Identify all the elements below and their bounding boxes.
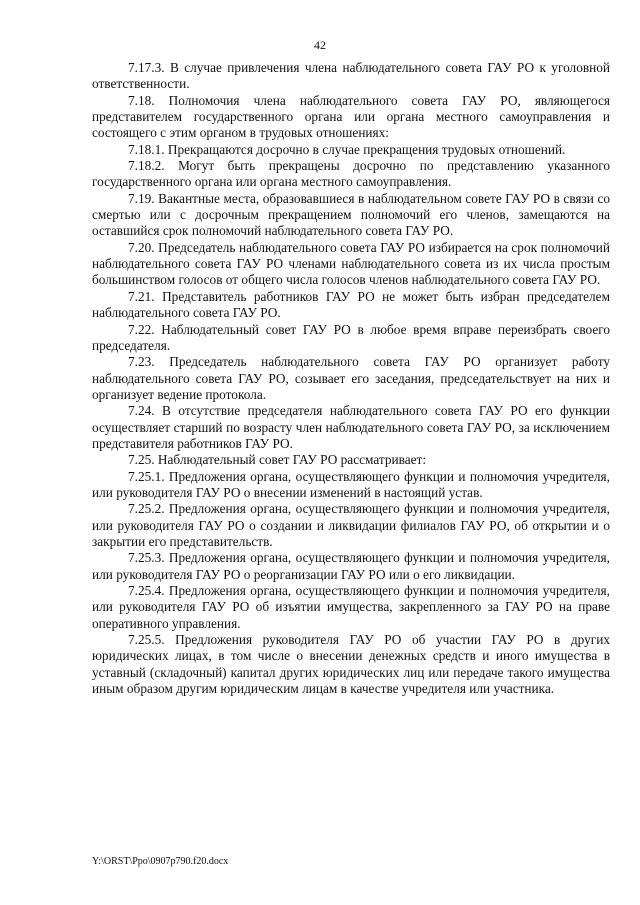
paragraph-7-25-5: 7.25.5. Предложения руководителя ГАУ РО об участии ГАУ РО в других юридических лицах, в том числе о внесении денежных средств и иного имущества в уставный (складочный) капитал других юридических лиц или передаче такого имущества иным образом другим юридическим лицам в качестве учредителя или участника. [92,632,610,697]
paragraph-7-24: 7.24. В отсутствие председателя наблюдательного совета ГАУ РО его функции осуществляет старший по возрасту член наблюдательного совета ГАУ РО, за исключением представителя работников ГАУ РО. [92,403,610,451]
paragraph-7-17-3: 7.17.3. В случае привлечения члена наблюдательного совета ГАУ РО к уголовной ответственности. [92,60,610,92]
page-number: 42 [314,38,326,52]
paragraph-7-19: 7.19. Вакантные места, образовавшиеся в наблюдательном совете ГАУ РО в связи со смертью или с досрочным прекращением полномочий его членов, замещаются на оставшийся срок полномочий наблюдательного совета ГАУ РО. [92,190,610,239]
paragraph-7-18-1: 7.18.1. Прекращаются досрочно в случае прекращения трудовых отношений. [128,141,566,157]
paragraph-7-25-3: 7.25.3. Предложения органа, осуществляющего функции и полномочия учредителя, или руководителя ГАУ РО о реорганизации ГАУ РО или о его ликвидации. [92,550,610,582]
footer-file-path: Y:\ORST\Ppo\0907p790.f20.docx [92,856,229,867]
paragraph-7-18: 7.18. Полномочия члена наблюдательного совета ГАУ РО, являющегося представителем государственного органа или органа местного самоуправления и состоящего с этим органом в трудовых отношениях: [92,92,610,141]
document-body [92,60,610,697]
paragraph-7-23: 7.23. Председатель наблюдательного совета ГАУ РО организует работу наблюдательного совета ГАУ РО, созывает его заседания, председательствует на них и организует ведение протокола. [92,354,610,402]
paragraph-7-18-2: 7.18.2. Могут быть прекращены досрочно по представлению указанного государственного органа или органа местного самоуправления. [92,158,610,190]
paragraph-7-25: 7.25. Наблюдательный совет ГАУ РО рассматривает: [128,452,427,468]
paragraph-7-21: 7.21. Представитель работников ГАУ РО не может быть избран председателем наблюдательного совета ГАУ РО. [92,288,610,321]
paragraph-7-25-1: 7.25.1. Предложения органа, осуществляющего функции и полномочия учредителя, или руководителя ГАУ РО о внесении изменений в настоящий устав. [92,468,610,500]
paragraph-7-25-2: 7.25.2. Предложения органа, осуществляющего функции и полномочия учредителя, или руководителя ГАУ РО о создании и ликвидации филиалов ГАУ РО, об открытии и о закрытии его представительств. [92,501,610,549]
paragraph-7-20: 7.20. Председатель наблюдательного совета ГАУ РО избирается на срок полномочий наблюдательного совета ГАУ РО членами наблюдательного совета из их числа простым большинством голосов от общего числа голосов членов наблюдательного совета ГАУ РО. [92,239,610,288]
paragraph-7-25-4: 7.25.4. Предложения органа, осуществляющего функции и полномочия учредителя, или руководителя ГАУ РО об изъятии имущества, закрепленного за ГАУ РО на праве оперативного управления. [92,583,610,631]
paragraph-7-22: 7.22. Наблюдательный совет ГАУ РО в любое время вправе переизбрать своего председателя. [92,321,610,353]
